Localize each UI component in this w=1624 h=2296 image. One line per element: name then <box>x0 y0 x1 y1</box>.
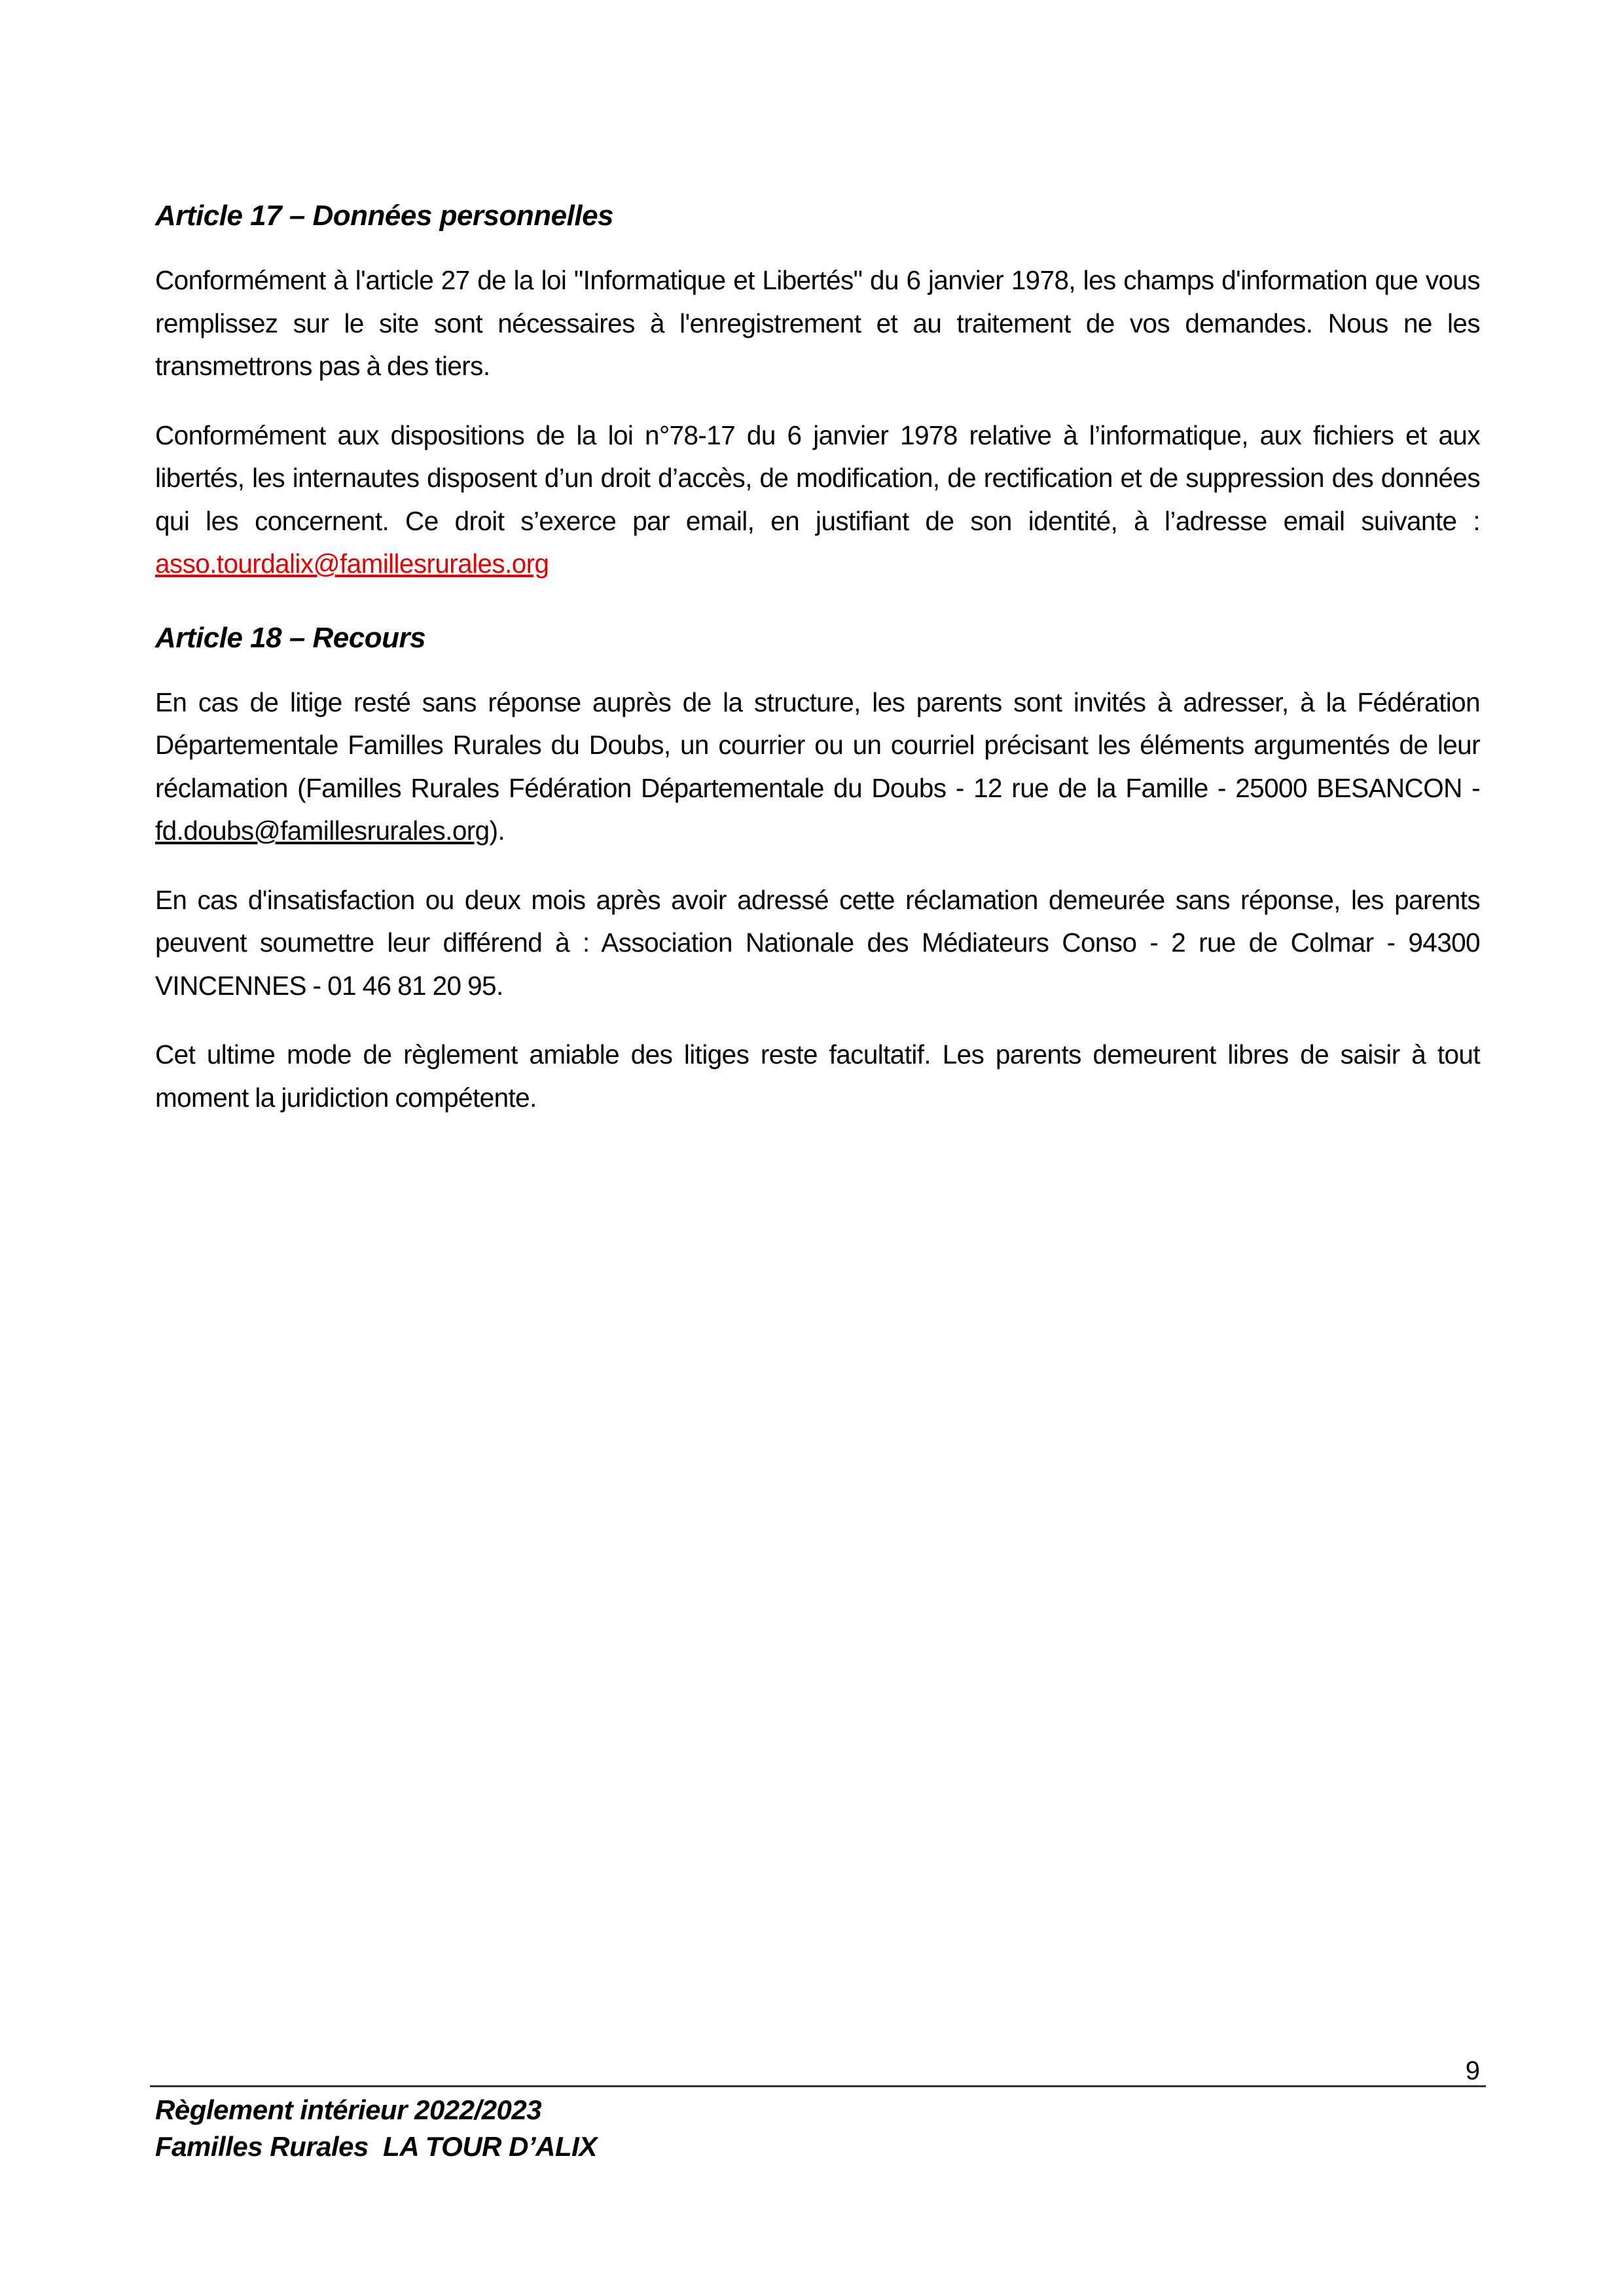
footer-line-1: Règlement intérieur 2022/2023 <box>155 2094 542 2125</box>
article-18-paragraph-1-end: ). <box>489 816 505 846</box>
article-18-paragraph-1-text: En cas de litige resté sans réponse auprès de la structure, les parents sont invités à adresser, à la Fédération Départementale Familles Rurales du Doubs, un courrier ou un courriel précisant les éléments argumentés de leur réclamation (Familles Rurales Fédération Départementale du Doubs - 12 rue de la Famille - 25000 BESANCON - <box>155 687 1480 803</box>
article-17-paragraph-1: Conformément à l'article 27 de la loi "Informatique et Libertés" du 6 janvier 1978, les champs d'information que vous remplissez sur le site sont nécessaires à l'enregistrement et au traitement de vos demandes. Nous ne les transmettrons pas à des tiers. <box>155 265 1480 381</box>
article-18-title: Article 18 – Recours <box>155 621 426 654</box>
footer-line-2: Familles Rurales LA TOUR D’ALIX <box>155 2131 597 2162</box>
article-18-paragraph-1 <box>155 681 1480 853</box>
article-17-section <box>155 190 1480 586</box>
article-17-paragraph-2-text: Conformément aux dispositions de la loi n°78-17 du 6 janvier 1978 relative à l’informatique, aux fichiers et aux libertés, les internautes disposent d’un droit d’accès, de modification, de rectification et de suppression des données qui les concernent. Ce droit s’exerce par email, en justifiant de son identité, à l’adresse email suivante : <box>155 420 1480 536</box>
article-18-section <box>155 612 1480 1120</box>
article-18-paragraph-3: Cet ultime mode de règlement amiable des litiges reste facultatif. Les parents demeurent libres de saisir à tout moment la juridiction compétente. <box>155 1039 1480 1113</box>
article-18-paragraph-2: En cas d'insatisfaction ou deux mois après avoir adressé cette réclamation demeurée sans réponse, les parents peuvent soumettre leur différend à : Association Nationale des Médiateurs Conso - 2 rue de Colmar - 94300 VINCENNES - 01 46 81 20 95. <box>155 884 1480 1001</box>
email-link-fd-doubs[interactable]: fd.doubs@famillesrurales.org <box>155 816 490 846</box>
page-number: 9 <box>1465 2056 1480 2085</box>
email-link-asso[interactable]: asso.tourdalix@famillesrurales.org <box>155 548 549 579</box>
page-content <box>155 190 1480 1145</box>
article-17-paragraph-2 <box>155 414 1480 586</box>
footer-divider <box>150 2085 1486 2087</box>
article-17-title: Article 17 – Données personnelles <box>155 200 614 232</box>
footer <box>155 2092 597 2165</box>
